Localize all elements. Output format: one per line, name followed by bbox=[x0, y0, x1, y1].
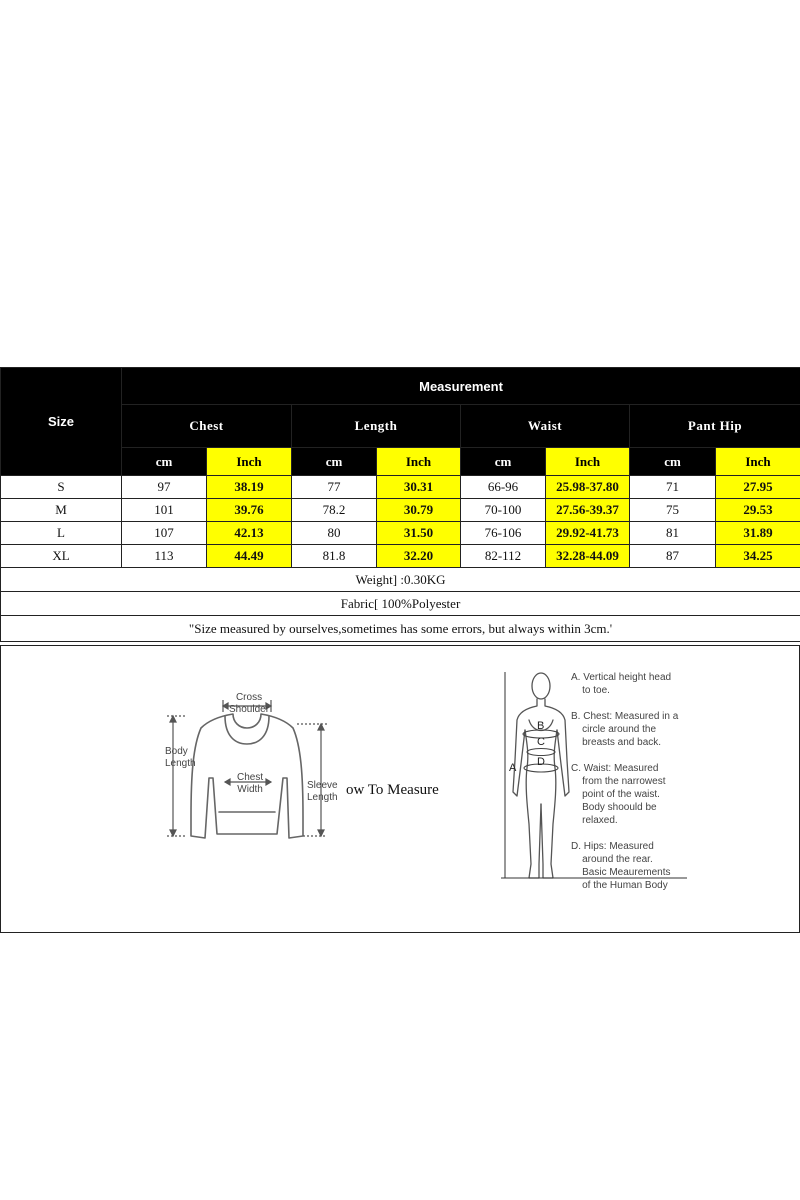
pant-hip-cm-cell: 71 bbox=[630, 476, 716, 499]
size-cell: XL bbox=[1, 545, 122, 568]
instruction-chest: B. Chest: Measured in a circle around the breasts and back. bbox=[571, 711, 679, 748]
size-cell: L bbox=[1, 522, 122, 545]
length-inch-cell: 32.20 bbox=[377, 545, 461, 568]
instruction-hips: D. Hips: Measured around the rear. Basic Meaurements of the Human Body bbox=[571, 841, 671, 891]
table-row bbox=[1, 476, 800, 499]
figure-letter-b: B bbox=[537, 720, 545, 732]
chest-cm-cell: 97 bbox=[122, 476, 207, 499]
instruction-waist: C. Waist: Measured from the narrowest point of the waist. Body shoould be relaxed. bbox=[571, 763, 666, 826]
group-chest: Chest bbox=[122, 405, 292, 448]
cross-shoulder-label: Cross Shoulder bbox=[229, 692, 270, 715]
waist-cm-cell: 82-112 bbox=[461, 545, 546, 568]
size-note: "Size measured by ourselves,sometimes has some errors, but always within 3cm.' bbox=[1, 616, 800, 642]
waist-inch-cell: 29.92-41.73 bbox=[546, 522, 630, 545]
weight-row: Weight] :0.30KG bbox=[1, 568, 800, 592]
length-inch-cell: 30.31 bbox=[377, 476, 461, 499]
size-table bbox=[0, 367, 800, 642]
unit-cm: cm bbox=[630, 448, 716, 476]
unit-cm: cm bbox=[122, 448, 207, 476]
fabric-row: Fabric[ 100%Polyester bbox=[1, 592, 800, 616]
table-row bbox=[1, 499, 800, 522]
waist-cm-cell: 70-100 bbox=[461, 499, 546, 522]
chest-inch-cell: 44.49 bbox=[207, 545, 292, 568]
length-cm-cell: 78.2 bbox=[292, 499, 377, 522]
table-row bbox=[1, 522, 800, 545]
chest-width-label: Chest Width bbox=[237, 772, 264, 795]
group-waist: Waist bbox=[461, 405, 630, 448]
unit-inch: Inch bbox=[716, 448, 800, 476]
waist-inch-cell: 32.28-44.09 bbox=[546, 545, 630, 568]
pant-hip-inch-cell: 29.53 bbox=[716, 499, 800, 522]
group-length: Length bbox=[292, 405, 461, 448]
chest-cm-cell: 113 bbox=[122, 545, 207, 568]
waist-cm-cell: 76-106 bbox=[461, 522, 546, 545]
pant-hip-cm-cell: 75 bbox=[630, 499, 716, 522]
size-cell: S bbox=[1, 476, 122, 499]
pant-hip-inch-cell: 31.89 bbox=[716, 522, 800, 545]
length-cm-cell: 81.8 bbox=[292, 545, 377, 568]
table-row bbox=[1, 545, 800, 568]
pant-hip-cm-cell: 81 bbox=[630, 522, 716, 545]
length-inch-cell: 31.50 bbox=[377, 522, 461, 545]
how-to-measure-title: ow To Measure bbox=[346, 782, 439, 798]
chest-inch-cell: 42.13 bbox=[207, 522, 292, 545]
size-cell: M bbox=[1, 499, 122, 522]
waist-inch-cell: 25.98-37.80 bbox=[546, 476, 630, 499]
figure-letter-d: D bbox=[537, 756, 545, 768]
length-cm-cell: 77 bbox=[292, 476, 377, 499]
size-chart bbox=[0, 367, 800, 933]
unit-cm: cm bbox=[292, 448, 377, 476]
unit-inch: Inch bbox=[546, 448, 630, 476]
chest-inch-cell: 38.19 bbox=[207, 476, 292, 499]
body-length-label: Body Length bbox=[165, 746, 196, 769]
pant-hip-inch-cell: 34.25 bbox=[716, 545, 800, 568]
chest-inch-cell: 39.76 bbox=[207, 499, 292, 522]
pant-hip-inch-cell: 27.95 bbox=[716, 476, 800, 499]
instruction-height: A. Vertical height head to toe. bbox=[571, 672, 672, 696]
length-inch-cell: 30.79 bbox=[377, 499, 461, 522]
measure-guide bbox=[0, 645, 800, 933]
waist-cm-cell: 66-96 bbox=[461, 476, 546, 499]
group-pant-hip: Pant Hip bbox=[630, 405, 800, 448]
size-header: Size bbox=[1, 368, 122, 476]
length-cm-cell: 80 bbox=[292, 522, 377, 545]
unit-inch: Inch bbox=[207, 448, 292, 476]
sleeve-length-label: Sleeve Length bbox=[307, 780, 338, 803]
figure-letter-a: A bbox=[509, 762, 517, 774]
pant-hip-cm-cell: 87 bbox=[630, 545, 716, 568]
chest-cm-cell: 101 bbox=[122, 499, 207, 522]
figure-letter-c: C bbox=[537, 736, 545, 748]
chest-cm-cell: 107 bbox=[122, 522, 207, 545]
waist-inch-cell: 27.56-39.37 bbox=[546, 499, 630, 522]
unit-cm: cm bbox=[461, 448, 546, 476]
measurement-header: Measurement bbox=[122, 368, 800, 405]
unit-inch: Inch bbox=[377, 448, 461, 476]
